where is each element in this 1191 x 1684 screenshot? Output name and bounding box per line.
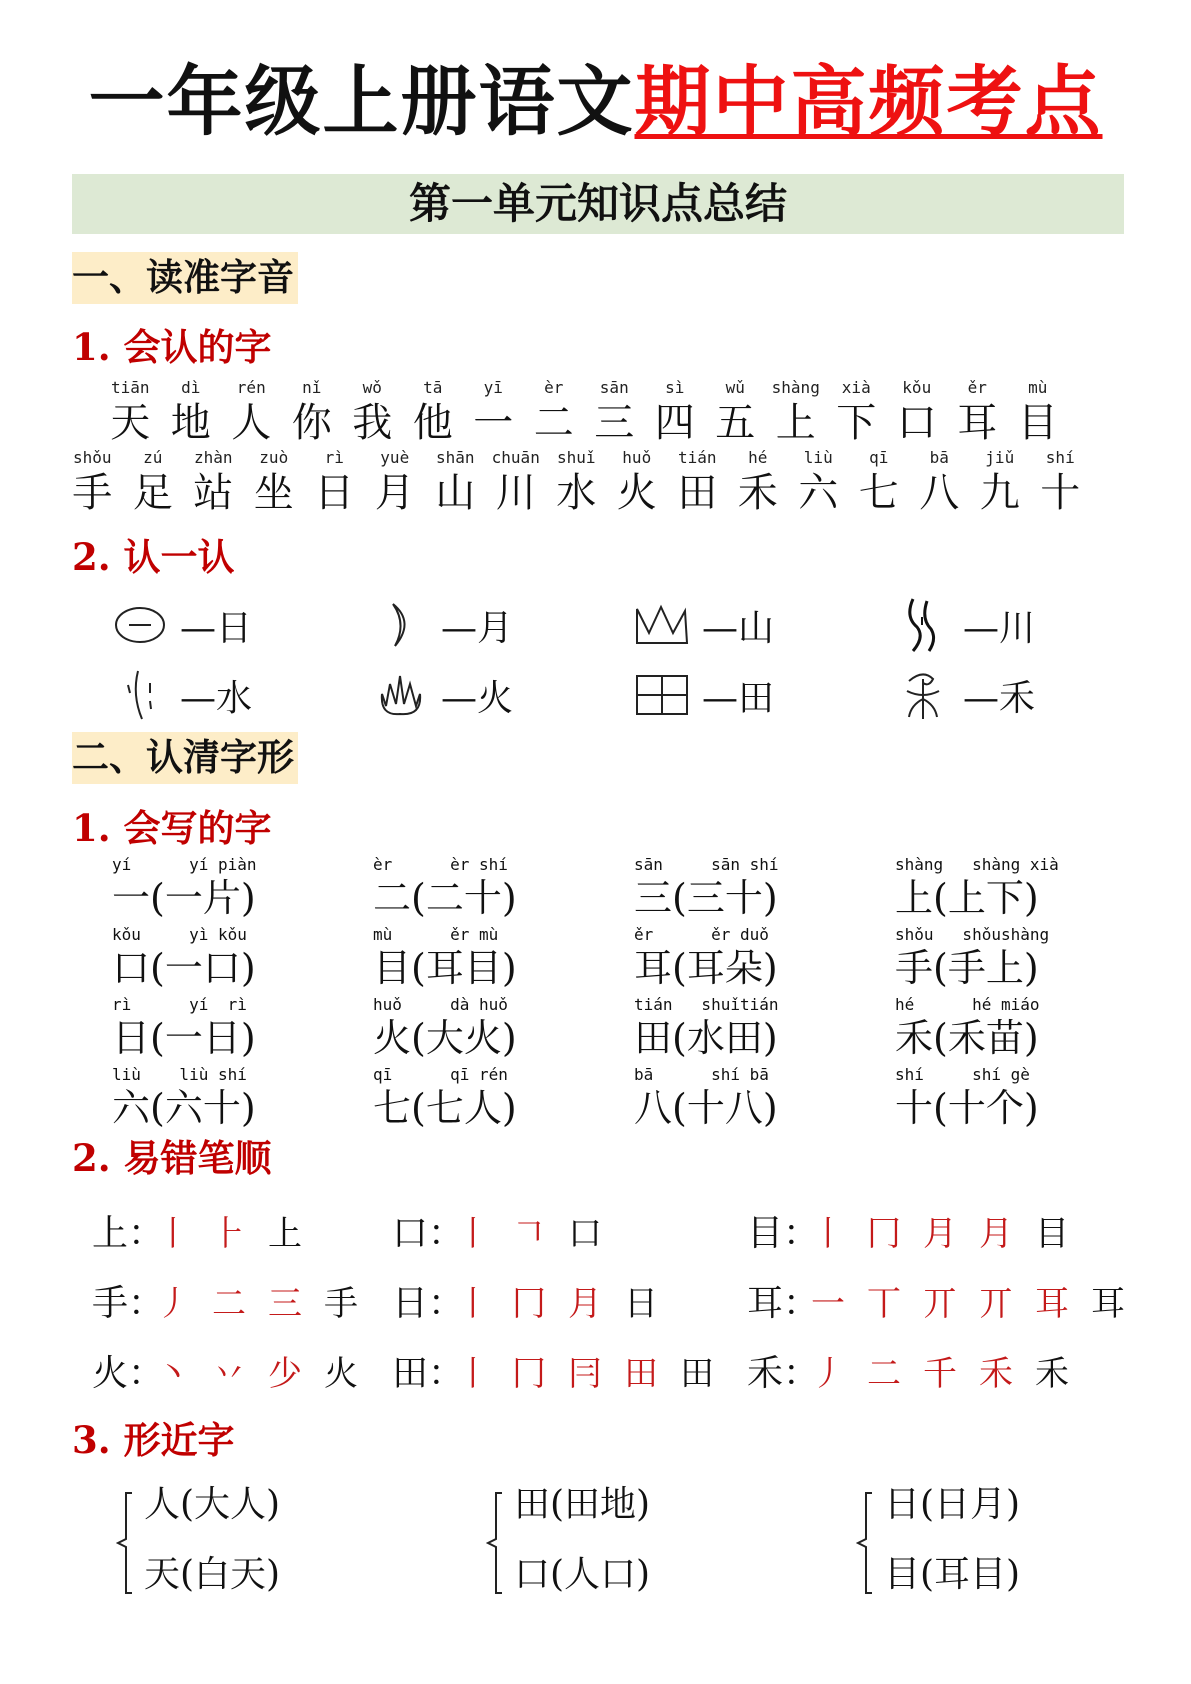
pinyin: tián: [677, 448, 717, 467]
pinyin: wǔ: [725, 378, 745, 397]
stroke-order-group: [92, 1345, 392, 1396]
stroke-order-char: 口：: [392, 1212, 465, 1254]
word-item: [895, 925, 1156, 995]
pinyin: shí: [1045, 448, 1075, 467]
stroke-step: 月: [568, 1283, 602, 1324]
word-hanzi: 口(一口): [112, 946, 256, 990]
char-cell: [62, 448, 123, 518]
similar-char-b: 目(耳目): [884, 1554, 1021, 1595]
char-cell: [826, 378, 887, 448]
stroke-step: 禾: [979, 1353, 1013, 1394]
stroke-step: 冂: [867, 1213, 901, 1254]
stroke-step: 千: [923, 1353, 957, 1394]
char-row-1: [100, 378, 1068, 448]
similar-chars-grid: [116, 1475, 1191, 1615]
pinyin: wǒ: [362, 378, 382, 397]
title-black: 一年级上册语文: [88, 57, 635, 146]
pictograph-item: —禾: [893, 660, 1154, 730]
word-item: [634, 995, 895, 1065]
char-cell: [524, 378, 585, 448]
char-cell: [607, 448, 668, 518]
hanzi: 二: [533, 400, 574, 446]
similar-char-a: 人(大人): [144, 1484, 281, 1525]
stroke-step: 田: [680, 1353, 714, 1394]
pinyin: ěr: [967, 378, 987, 397]
char-cell: [766, 378, 827, 448]
char-cell: [161, 378, 222, 448]
similar-char-b: 天(白天): [144, 1554, 281, 1595]
word-pinyin: rì yí rì: [112, 995, 247, 1014]
word-hanzi: 田(水田): [634, 1016, 778, 1060]
word-pinyin: yí yí piàn: [112, 855, 257, 874]
stroke-step: 田: [624, 1353, 658, 1394]
hanzi: 日: [314, 470, 355, 516]
char-cell: [123, 448, 184, 518]
hanzi: 田: [677, 470, 718, 516]
pinyin: sì: [665, 378, 685, 397]
pinyin: yuè: [380, 448, 410, 467]
stroke-step: 耳: [1035, 1283, 1069, 1324]
stroke-order-group: [392, 1345, 747, 1396]
subheading-write-chars: 1. 会写的字: [72, 806, 272, 850]
hanzi: 山: [435, 470, 476, 516]
pictograph-item: —火: [371, 660, 632, 730]
hanzi: 他: [412, 400, 453, 446]
stroke-step: 丿: [156, 1283, 190, 1324]
stroke-step: 丌: [923, 1283, 957, 1324]
hanzi: 地: [170, 400, 211, 446]
pinyin: kǒu: [902, 378, 932, 397]
stroke-order-group: [392, 1275, 747, 1326]
word-pinyin: liù liù shí: [112, 1065, 247, 1084]
word-hanzi: 二(二十): [373, 876, 517, 920]
char-cell: [887, 378, 948, 448]
char-cell: [221, 378, 282, 448]
stroke-step: 丨: [456, 1213, 490, 1254]
word-item: [373, 995, 634, 1065]
section-heading-glyph-shape: 二、认清字形: [72, 732, 298, 784]
unit-banner: 第一单元知识点总结: [72, 174, 1124, 234]
hanzi: 八: [919, 470, 960, 516]
hanzi: 人: [231, 400, 272, 446]
stroke-order-char: 上：: [92, 1212, 165, 1254]
word-item: [373, 925, 634, 995]
char-cell: [486, 448, 547, 518]
word-pinyin: shǒu shǒushàng: [895, 925, 1050, 944]
stroke-step: 手: [324, 1283, 358, 1324]
char-cell: [425, 448, 486, 518]
pictograph-item: —山: [632, 590, 893, 660]
hanzi: 五: [715, 400, 756, 446]
word-pinyin: tián shuǐtián: [634, 995, 779, 1014]
stroke-step: 冂: [512, 1353, 546, 1394]
pinyin: jiǔ: [985, 448, 1015, 467]
pinyin: dì: [181, 378, 201, 397]
word-pinyin: mù ěr mù: [373, 925, 499, 944]
subheading-similar-chars: 3. 形近字: [72, 1418, 235, 1462]
stroke-order-group: [92, 1205, 392, 1256]
brace-icon: [856, 1491, 876, 1595]
word-hanzi: 三(三十): [634, 876, 778, 920]
moon-pictograph-icon: [371, 600, 431, 650]
word-item: [895, 995, 1156, 1065]
similar-char-b: 口(人口): [514, 1554, 651, 1595]
pinyin: èr: [544, 378, 564, 397]
hanzi: 上: [775, 400, 816, 446]
pictograph-item: —田: [632, 660, 893, 730]
pinyin: zhàn: [193, 448, 233, 467]
hanzi: 手: [72, 470, 113, 516]
hanzi: 十: [1040, 470, 1081, 516]
stroke-step: 二: [212, 1283, 246, 1324]
char-row-2: [62, 448, 1091, 518]
title-red: 期中高频考点: [634, 57, 1103, 146]
pictograph-item: —日: [110, 590, 371, 660]
hanzi: 天: [110, 400, 151, 446]
pinyin: mù: [1028, 378, 1048, 397]
hanzi: 三: [594, 400, 635, 446]
word-hanzi: 火(大火): [373, 1016, 517, 1060]
hanzi: 足: [132, 470, 173, 516]
hanzi: 下: [836, 400, 877, 446]
word-hanzi: 耳(耳朵): [634, 946, 778, 990]
stroke-step: 少: [268, 1353, 302, 1394]
pinyin: tiān: [110, 378, 150, 397]
stroke-order-char: 日：: [392, 1282, 465, 1324]
stroke-step: 耳: [1091, 1283, 1125, 1324]
hanzi: 九: [979, 470, 1020, 516]
pinyin: liù: [803, 448, 833, 467]
hanzi: 坐: [253, 470, 294, 516]
word-pinyin: shàng shàng xià: [895, 855, 1059, 874]
hanzi: 我: [352, 400, 393, 446]
hanzi: 一: [473, 400, 514, 446]
stroke-step: 三: [268, 1283, 302, 1324]
char-cell: [1008, 378, 1069, 448]
stroke-step: 日: [624, 1283, 658, 1324]
char-cell: [667, 448, 728, 518]
word-hanzi: 日(一日): [112, 1016, 256, 1060]
stroke-order-group: [747, 1275, 1167, 1326]
word-hanzi: 手(手上): [895, 946, 1039, 990]
stroke-order-row: [92, 1335, 1172, 1405]
stroke-order-char: 手：: [92, 1282, 165, 1324]
char-cell: [244, 448, 305, 518]
stroke-step: ⺊: [212, 1213, 246, 1254]
pinyin: rén: [236, 378, 266, 397]
char-cell: [463, 378, 524, 448]
stroke-order-table: [92, 1195, 1172, 1405]
pinyin: shuǐ: [556, 448, 596, 467]
stroke-step: 冃: [568, 1353, 602, 1394]
stroke-order-group: [747, 1205, 1167, 1256]
char-cell: [728, 448, 789, 518]
word-item: [634, 925, 895, 995]
similar-char-a: 日(日月): [884, 1484, 1021, 1525]
word-item: [895, 1065, 1156, 1135]
stroke-step: 禾: [1035, 1353, 1069, 1394]
stroke-step: 上: [268, 1213, 302, 1254]
word-item: [373, 1065, 634, 1135]
hanzi: 川: [495, 470, 536, 516]
stroke-step: 丶: [156, 1353, 190, 1394]
field-pictograph-icon: [632, 670, 692, 720]
word-pinyin: hé hé miáo: [895, 995, 1040, 1014]
word-pinyin: èr èr shí: [373, 855, 508, 874]
char-cell: [849, 448, 910, 518]
char-cell: [1030, 448, 1091, 518]
pinyin: shān: [435, 448, 475, 467]
pictograph-item: —水: [110, 660, 371, 730]
stroke-step: 冂: [512, 1283, 546, 1324]
word-item: [895, 855, 1156, 925]
stroke-step: 口: [568, 1213, 602, 1254]
stroke-step: 一: [811, 1283, 845, 1324]
page-title: [0, 52, 1191, 152]
word-hanzi: 十(十个): [895, 1086, 1039, 1130]
char-cell: [342, 378, 403, 448]
pinyin: chuān: [491, 448, 540, 467]
stroke-step: 二: [867, 1353, 901, 1394]
word-hanzi: 一(一片): [112, 876, 256, 920]
char-cell: [909, 448, 970, 518]
word-hanzi: 禾(禾苗): [895, 1016, 1039, 1060]
word-pinyin: ěr ěr duǒ: [634, 925, 769, 944]
water-pictograph-icon: [110, 670, 170, 720]
section-heading-pronunciation: 一、读准字音: [72, 252, 298, 304]
stroke-order-char: 耳：: [747, 1282, 820, 1324]
char-cell: [403, 378, 464, 448]
subheading-recognize-chars: 1. 会认的字: [72, 325, 272, 369]
stroke-step: 目: [1035, 1213, 1069, 1254]
stroke-step: 丌: [979, 1283, 1013, 1324]
mountain-pictograph-icon: [632, 600, 692, 650]
word-hanzi: 上(上下): [895, 876, 1039, 920]
word-item: [634, 1065, 895, 1135]
char-cell: [365, 448, 426, 518]
similar-char-a: 田(田地): [514, 1484, 651, 1525]
stroke-step: 月: [923, 1213, 957, 1254]
word-pinyin: qī qī rén: [373, 1065, 508, 1084]
hanzi: 月: [374, 470, 415, 516]
sun-pictograph-icon: [110, 600, 170, 650]
hanzi: 六: [798, 470, 839, 516]
stroke-step: 丅: [867, 1283, 901, 1324]
pinyin: zú: [143, 448, 163, 467]
hanzi: 禾: [737, 470, 778, 516]
char-cell: [705, 378, 766, 448]
word-item: [112, 1065, 373, 1135]
stroke-order-char: 目：: [747, 1212, 820, 1254]
brace-icon: [116, 1491, 136, 1595]
word-hanzi: 七(七人): [373, 1086, 517, 1130]
word-pinyin: sān sān shí: [634, 855, 779, 874]
pinyin: shàng: [771, 378, 820, 397]
word-item: [373, 855, 634, 925]
hanzi: 火: [616, 470, 657, 516]
stroke-step: 丨: [456, 1353, 490, 1394]
char-cell: [584, 378, 645, 448]
pinyin: xià: [841, 378, 871, 397]
pinyin: nǐ: [302, 378, 322, 397]
pictograph-grid: [110, 590, 1154, 730]
pinyin: yī: [483, 378, 503, 397]
word-hanzi: 八(十八): [634, 1086, 778, 1130]
stroke-order-char: 田：: [392, 1352, 465, 1394]
stroke-order-group: [747, 1345, 1167, 1396]
pinyin: rì: [324, 448, 344, 467]
char-cell: [546, 448, 607, 518]
stroke-step: 丿: [811, 1353, 845, 1394]
similar-pair: [856, 1475, 1191, 1615]
pinyin: hé: [748, 448, 768, 467]
word-pinyin: kǒu yì kǒu: [112, 925, 247, 944]
char-cell: [183, 448, 244, 518]
stroke-step: 丨: [811, 1213, 845, 1254]
stroke-step: 丷: [212, 1353, 246, 1394]
brace-icon: [486, 1491, 506, 1595]
stroke-step: 𠃍: [512, 1213, 546, 1254]
pinyin: zuò: [259, 448, 289, 467]
stroke-step: 丨: [156, 1213, 190, 1254]
word-pinyin: huǒ dà huǒ: [373, 995, 508, 1014]
fire-pictograph-icon: [371, 670, 431, 720]
similar-pair: [116, 1475, 486, 1615]
stroke-step: 火: [324, 1353, 358, 1394]
pinyin: sān: [599, 378, 629, 397]
pinyin: tā: [423, 378, 443, 397]
hanzi: 你: [291, 400, 332, 446]
word-item: [112, 855, 373, 925]
word-pinyin: shí shí gè: [895, 1065, 1030, 1084]
word-item: [634, 855, 895, 925]
char-cell: [645, 378, 706, 448]
char-cell: [788, 448, 849, 518]
stroke-order-char: 禾：: [747, 1352, 820, 1394]
pinyin: bā: [929, 448, 949, 467]
stroke-step: 丨: [456, 1283, 490, 1324]
river-pictograph-icon: [893, 600, 953, 650]
subheading-stroke-order: 2. 易错笔顺: [72, 1136, 272, 1180]
char-cell: [100, 378, 161, 448]
subheading-identify: 2. 认一认: [72, 535, 235, 579]
stroke-order-row: [92, 1195, 1172, 1265]
pictograph-item: —月: [371, 590, 632, 660]
pictograph-item: —川: [893, 590, 1154, 660]
word-pinyin: bā shí bā: [634, 1065, 769, 1084]
stroke-step: 月: [979, 1213, 1013, 1254]
hanzi: 耳: [957, 400, 998, 446]
pinyin: shǒu: [72, 448, 112, 467]
grain-pictograph-icon: [893, 670, 953, 720]
pinyin: huǒ: [622, 448, 652, 467]
word-hanzi: 六(六十): [112, 1086, 256, 1130]
char-cell: [947, 378, 1008, 448]
pinyin: qī: [869, 448, 889, 467]
char-cell: [282, 378, 343, 448]
word-item: [112, 925, 373, 995]
stroke-order-row: [92, 1265, 1172, 1335]
stroke-order-group: [392, 1205, 747, 1256]
stroke-order-char: 火：: [92, 1352, 165, 1394]
hanzi: 七: [858, 470, 899, 516]
write-words-grid: [112, 855, 1156, 1135]
hanzi: 四: [654, 400, 695, 446]
stroke-order-group: [92, 1275, 392, 1326]
hanzi: 站: [193, 470, 234, 516]
char-cell: [970, 448, 1031, 518]
similar-pair: [486, 1475, 856, 1615]
hanzi: 目: [1017, 400, 1058, 446]
char-cell: [304, 448, 365, 518]
hanzi: 口: [896, 400, 937, 446]
hanzi: 水: [556, 470, 597, 516]
word-item: [112, 995, 373, 1065]
word-hanzi: 目(耳目): [373, 946, 517, 990]
